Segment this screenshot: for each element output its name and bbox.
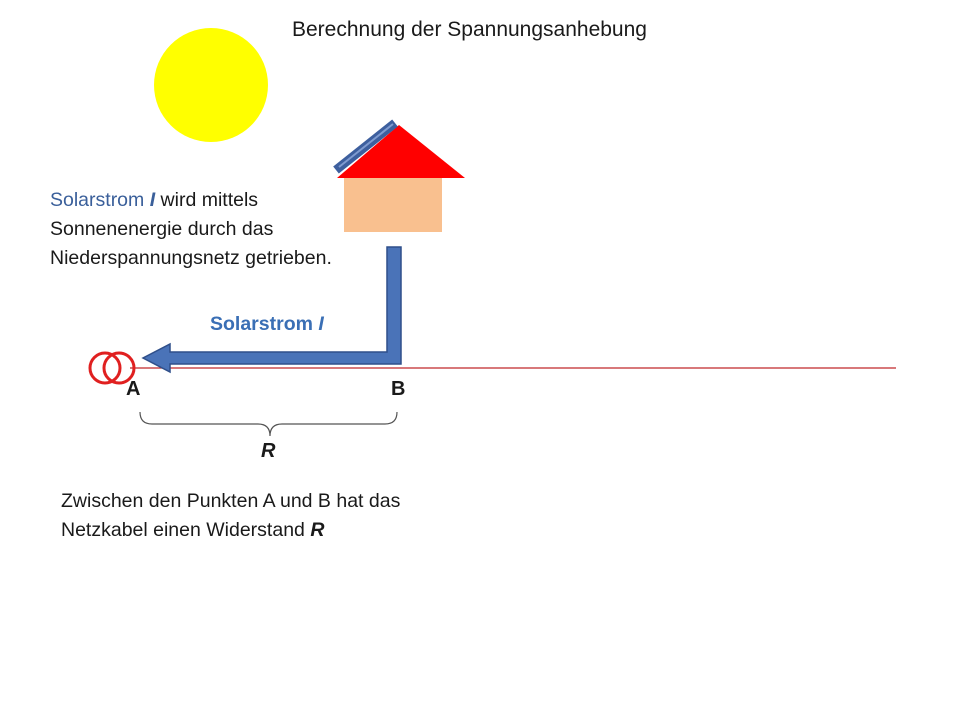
description-symbol: I	[149, 189, 156, 211]
description-prefix: Solarstrom	[50, 189, 150, 211]
description-suffix: wird mittels Sonnenenergie durch das Niederspannungsnetz getrieben.	[50, 189, 332, 269]
house-body	[344, 178, 442, 232]
arrow-label-text: Solarstrom	[210, 313, 319, 335]
sun-icon	[154, 28, 268, 142]
slide-title: Berechnung der Spannungsanhebung	[292, 18, 647, 41]
solar-current-description	[50, 186, 350, 273]
arrow-label	[210, 313, 324, 336]
resistance-brace	[140, 412, 397, 436]
point-b-label: B	[391, 378, 406, 400]
point-a-label: A	[126, 378, 141, 400]
explanation-text: Zwischen den Punkten A und B hat das Netzkabel einen Widerstand	[61, 490, 401, 541]
resistance-label: R	[261, 440, 276, 462]
resistance-explanation	[61, 487, 421, 545]
explanation-symbol: R	[310, 519, 325, 541]
arrow-label-symbol: I	[318, 313, 324, 335]
